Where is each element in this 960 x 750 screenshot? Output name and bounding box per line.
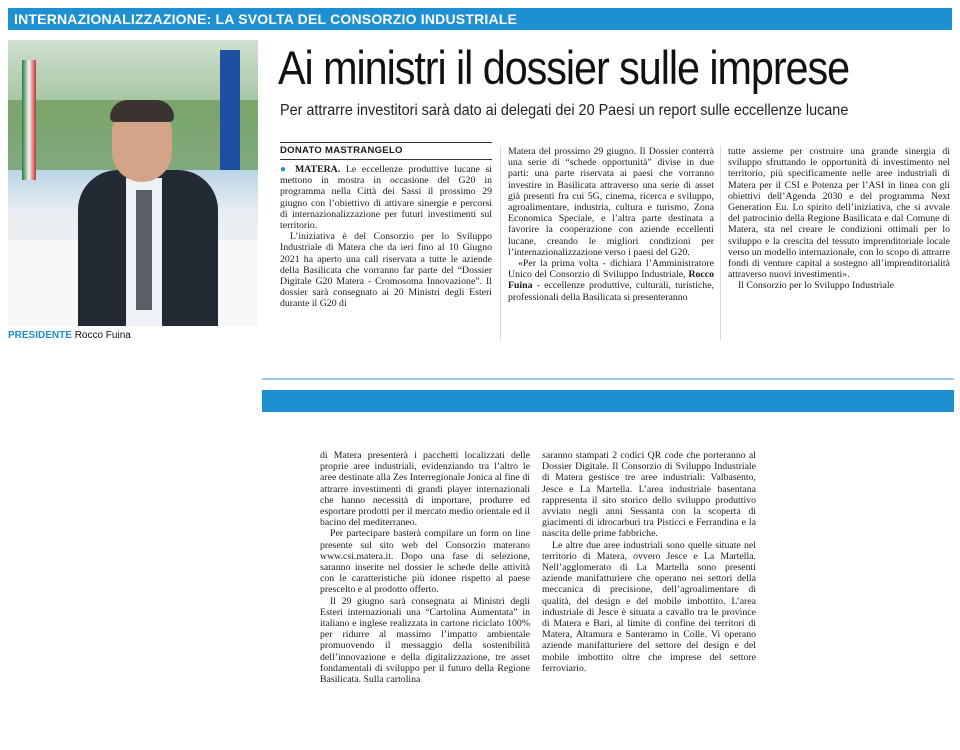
column-separator [720, 146, 721, 340]
bold-name: Rocco Fuina [508, 269, 714, 292]
photo-caption [8, 330, 131, 341]
paragraph-text: Le eccellenze produttive lucane si mettono in mostra in occasione del G20 in programma nella Città dei Sassi il prossimo 29 giugno con l’obiettivo di attivare sinergie e percorsi di internazionalizzazione per futuri investimenti sul territorio. [280, 164, 492, 232]
bullet-icon: ● [280, 164, 290, 175]
article-top-column-2 [508, 146, 714, 344]
subheadline: Per attrarre investitori sarà dato ai delegati dei 20 Paesi un report sulle eccellenze lucane [280, 102, 849, 119]
section-banner-title: INTERNAZIONALIZZAZIONE: LA SVOLTA DEL CONSORZIO INDUSTRIALE [14, 11, 518, 27]
paragraph: Le altre due aree industriali sono quelle situate nel territorio di Matera, ovvero Jesce e La Martella. Nell’agglomerato di La Martella sono presenti aziende manifatturiere che operano nei settori della meccanica di precisione, dell’agroalimentare di qualità, del design e del mobile imbottito. L’area industriale di Jesce è situata a cavallo tra le province di Matera e Bari, al limite di confine dei territori di Matera, Altamura e Santeramo in Colle. Vi operano aziende manifatturiere del settore del design e del mobile imbottito oltre che imprese del settore ferroviario. [542, 539, 756, 674]
paragraph: tutte assieme per costruire una grande sinergia di sviluppo sfruttando le opportunità di investimento nel territorio, più specificamente nelle aree industriali di Matera per il CSI e Potenza per l’ASI in linea con gli obiettivi dell’Agenda 2030 e del programma Next Generation Eu. Lo spirito dell’iniziativa, che si avvale del patrocinio della Regione Basilicata e dal Comune di Matera, sta nel creare le condizioni ottimali per lo sviluppo e la crescita del tessuto imprenditoriale locale verso un modello internazionale, con lo scopo di attrarre fondi di venture capital a sostegno all’imprenditorialità attraverso nuovi investimenti». [728, 146, 950, 281]
photo-hair [110, 100, 174, 122]
column-separator [500, 146, 501, 340]
article-top-column-3 [728, 146, 950, 344]
article-bottom-column-2 [542, 450, 756, 746]
continuation-divider-line [262, 378, 954, 380]
article-bottom-column-1 [320, 450, 530, 746]
paragraph: Il Consorzio per lo Sviluppo Industriale [738, 280, 894, 292]
paragraph [280, 164, 492, 231]
continuation-divider-bar [262, 390, 954, 412]
photo-tie [136, 190, 152, 310]
paragraph: Per partecipare basterà compilare un form on line presente sul sito web del Consorzio materano www.csi.matera.it. Dopo una fase di selezione, saranno inserite nel dossier le schede delle attività con le caratteristiche più idonee rispetto al paese prescelto e al prodotto offerto. [320, 528, 530, 596]
caption-label: PRESIDENTE [8, 330, 72, 341]
dateline: MATERA. [294, 164, 341, 175]
section-banner [8, 8, 952, 30]
paragraph: Matera del prossimo 29 giugno. Il Dossier conterrà una serie di “schede opportunità” divise in due parti: una parte riservata ai paesi che vorranno investire in Basilicata attraverso una serie di asset già presenti fra cui 5G, cinema, ricerca e sviluppo, agroalimentare, industria, cultura e turismo, Zona Economica Speciale, e l’altra parte destinata a favorire la cooperazione con aziende eccellenti lucane, creando le migliori condizioni per l’internazionalizzazione verso i paesi del G20. [508, 146, 714, 258]
article-top-column-1 [280, 164, 492, 344]
headline: Ai ministri il dossier sulle imprese [278, 41, 850, 94]
photo-flag-italy [22, 60, 36, 180]
paragraph: L’iniziativa è del Consorzio per lo Sviluppo Industriale di Matera che da ieri fino al 10 Giugno 2021 ha aperto una call riservata a tutte le aziende della Basilicata che vorranno far parte del “Dossier Digitale G20 Matera - Cromosoma Innovazione”. Il dossier sarà consegnato ai 20 Ministri degli Esteri durante il G20 di [280, 231, 492, 310]
photo-flag-eu [220, 50, 240, 170]
caption-name: Rocco Fuina [74, 330, 131, 341]
president-photo [8, 40, 258, 326]
paragraph: di Matera presenterà i pacchetti localizzati delle proprie aree industriali, evidenziando tra l’altro le aree destinate alla Zes Interregionale Jonica al fine di attrarre investimenti di grandi player internazionali che hanno necessità di importare, produrre ed esportare prodotti per il mercato medio orientale ed il bacino del mediterraneo. [320, 450, 530, 529]
paragraph-text: - eccellenze produttive, culturali, turistiche, professionali della Basilicata si presenteranno [508, 280, 714, 303]
byline: DONATO MASTRANGELO [280, 142, 492, 160]
paragraph: Il 29 giugno sarà consegnata ai Ministri degli Esteri internazionali una “Cartolina Aumentata” in italiano e inglese realizzata in cartone riciclato 100% per ridurre al massimo l’impatto ambientale promuovendo il messaggio della sostenibilità dell’innovazione e della digitalizzazione, tre asset fondamentali di sviluppo per il futuro della Regione Basilicata. Sulla cartolina [320, 595, 530, 686]
paragraph: saranno stampati 2 codici QR code che porteranno al Dossier Digitale. Il Consorzio di Sviluppo Industriale di Matera gestisce tre aree industriali: Valbasento, Jesce e La Martella. L’area industriale basentana rappresenta il sito storico dello sviluppo produttivo avviato negli anni Sessanta con la scoperta di giacimenti di idrocarburi tra Pisticci e Ferrandina e la nascita delle prime fabbriche. [542, 450, 756, 540]
paragraph-text: «Per la prima volta - dichiara l’Amministratore Unico del Consorzio di Sviluppo Industriale, [508, 258, 714, 281]
paragraph [508, 258, 714, 303]
